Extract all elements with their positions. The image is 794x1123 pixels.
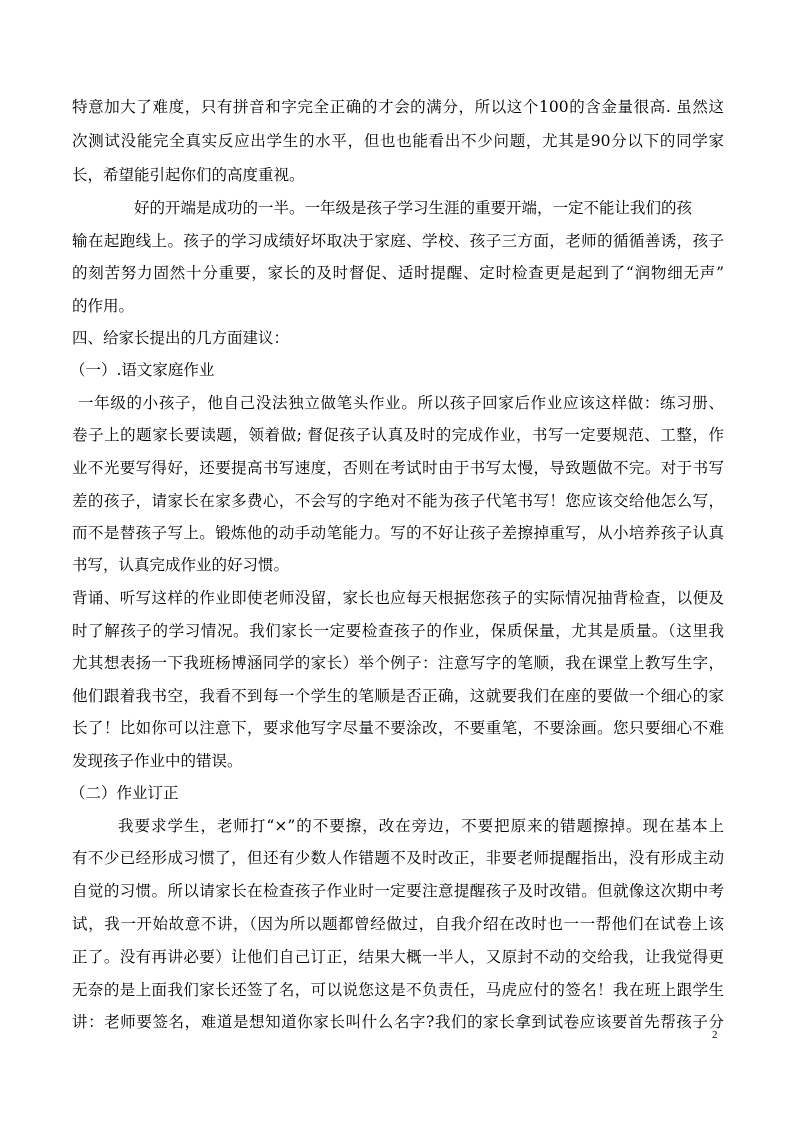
text-line: 尤其想表扬一下我班杨博涵同学的家长）举个例子：注意写字的笔顺，我在课堂上教写生字， bbox=[72, 654, 724, 672]
text-line: 卷子上的题家长要读题，领着做; 督促孩子认真及时的完成作业，书写一定要规范、工整，作 bbox=[72, 426, 724, 444]
text-line: 业不光要写得好，还要提高书写速度，否则在考试时由于书写太慢，导致题做不完。对于书写 bbox=[72, 459, 724, 477]
text-line: 长，希望能引起你们的高度重视。 bbox=[72, 166, 305, 184]
text-line: 好的开端是成功的一半。一年级是孩子学习生涯的重要开端，一定不能让我们的孩 bbox=[134, 199, 693, 217]
text-line: 输在起跑线上。孩子的学习成绩好坏取决于家庭、学校、孩子三方面，老师的循循善诱，孩子 bbox=[72, 232, 724, 250]
text-line: 有不少已经形成习惯了，但还有少数人作错题不及时改正，非要老师提醒指出，没有形成主动 bbox=[72, 849, 724, 867]
text-line: 一年级的小孩子，他自己没法独立做笔头作业。所以孩子回家后作业应该这样做：练习册、 bbox=[78, 394, 724, 412]
text-line: 的刻苦努力固然十分重要，家长的及时督促、适时提醒、定时检查更是起到了“润物细无声” bbox=[72, 264, 724, 282]
subsection-heading: （一）.语文家庭作业 bbox=[70, 361, 215, 379]
subsection-heading: （二）作业订正 bbox=[70, 784, 179, 802]
text-line: 时了解孩子的学习情况。我们家长一定要检查孩子的作业，保质保量，尤其是质量。（这里我 bbox=[72, 622, 724, 640]
text-line: 次测试没能完全真实反应出学生的水平，但也也能看出不少问题，尤其是90分以下的同学家 bbox=[72, 132, 724, 150]
page-number: 2 bbox=[712, 1029, 718, 1041]
section-heading: 四、给家长提出的几方面建议： bbox=[72, 329, 290, 347]
text-line: 自觉的习惯。所以请家长在检查孩子作业时一定要注意提醒孩子及时改错。但就像这次期中考 bbox=[72, 882, 724, 900]
text-line: 差的孩子，请家长在家多费心，不会写的字绝对不能为孩子代笔书写！您应该交给他怎么写， bbox=[72, 492, 724, 510]
text-line: 书写，认真完成作业的好习惯。 bbox=[72, 556, 290, 574]
text-line: 他们跟着我书空，我看不到每一个学生的笔顺是否正确，这就要我们在座的要做一个细心的家 bbox=[72, 687, 724, 705]
text-line: 试，我一开始故意不讲，（因为所以题都曾经做过，自我介绍在改时也一一帮他们在试卷上该 bbox=[72, 915, 724, 933]
text-line: 发现孩子作业中的错误。 bbox=[72, 752, 243, 770]
text-line: 长了！比如你可以注意下，要求他写字尽量不要涂改，不要重笔，不要涂画。您只要细心不难 bbox=[72, 719, 724, 737]
text-line: 背诵、听写这样的作业即使老师没留，家长也应每天根据您孩子的实际情况抽背检查，以便及 bbox=[72, 589, 724, 607]
text-line: 我要求学生，老师打“×”的不要擦，改在旁边，不要把原来的错题擦掉。现在基本上 bbox=[118, 817, 724, 835]
text-line: 讲：老师要签名，难道是想知道你家长叫什么名字?我们的家长拿到试卷应该要首先帮孩子分 bbox=[72, 1013, 724, 1031]
text-line: 而不是替孩子写上。锻炼他的动手动笔能力。写的不好让孩子差擦掉重写，从小培养孩子认真 bbox=[72, 524, 724, 542]
text-line: 正了。没有再讲必要）让他们自己订正，结果大概一半人，又原封不动的交给我，让我觉得更 bbox=[72, 948, 724, 966]
text-line: 的作用。 bbox=[72, 297, 135, 315]
text-line: 无奈的是上面我们家长还签了名，可以说您这是不负责任，马虎应付的签名！我在班上跟学生 bbox=[72, 981, 724, 999]
text-line: 特意加大了难度，只有拼音和字完全正确的才会的满分，所以这个100的含金量很高. 虽然这 bbox=[72, 98, 724, 116]
